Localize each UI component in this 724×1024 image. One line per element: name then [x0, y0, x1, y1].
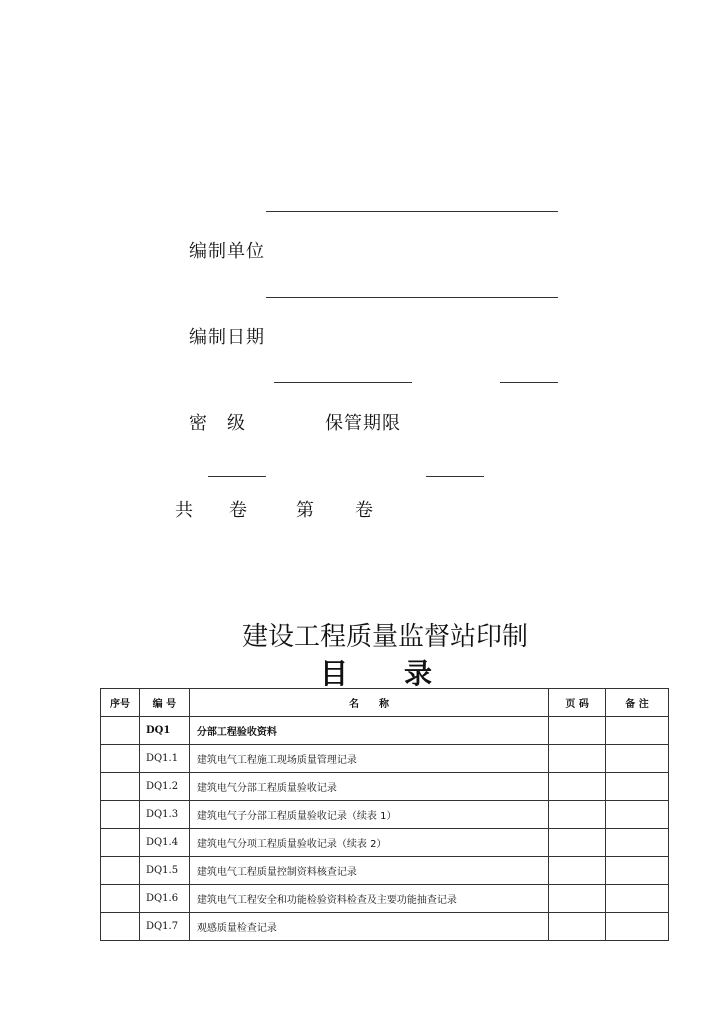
row-name: 建筑电气分项工程质量验收记录（续表 2） [189, 829, 548, 857]
volume-label-2: 卷 [355, 500, 374, 521]
row-code: DQ1.3 [139, 801, 189, 829]
row-name: 分部工程验收资料 [189, 717, 548, 745]
date-underline [266, 297, 558, 298]
row-index [101, 773, 140, 801]
row-page [549, 885, 606, 913]
row-page [549, 717, 606, 745]
row-remark [606, 829, 669, 857]
row-index [101, 857, 140, 885]
row-code: DQ1.2 [139, 773, 189, 801]
row-remark [606, 717, 669, 745]
total-underline [208, 476, 266, 477]
header-code: 编 号 [139, 689, 189, 717]
row-code: DQ1.4 [139, 829, 189, 857]
volume-label-1: 卷 [229, 500, 248, 521]
row-index [101, 885, 140, 913]
secrecy-label: 密 级 [189, 413, 246, 434]
table-row [101, 913, 669, 941]
table-row [101, 717, 669, 745]
row-name: 建筑电气分部工程质量验收记录 [189, 773, 548, 801]
row-remark [606, 773, 669, 801]
toc-table [100, 688, 669, 941]
row-name: 建筑电气工程施工现场质量管理记录 [189, 745, 548, 773]
row-name: 建筑电气子分部工程质量验收记录（续表 1） [189, 801, 548, 829]
header-name: 名 称 [189, 689, 548, 717]
header-index: 序号 [101, 689, 140, 717]
row-index [101, 745, 140, 773]
row-remark [606, 857, 669, 885]
row-remark [606, 801, 669, 829]
row-code: DQ1.1 [139, 745, 189, 773]
header-remark: 备 注 [606, 689, 669, 717]
total-label: 共 [175, 500, 194, 521]
toc-title: 目 录 [320, 657, 433, 690]
secrecy-underline [274, 382, 412, 383]
retention-underline [500, 382, 558, 383]
row-remark [606, 745, 669, 773]
row-remark [606, 885, 669, 913]
table-row [101, 745, 669, 773]
row-page [549, 857, 606, 885]
row-remark [606, 913, 669, 941]
header-page: 页 码 [549, 689, 606, 717]
row-code: DQ1.6 [139, 885, 189, 913]
retention-label: 保管期限 [325, 413, 401, 434]
table-row [101, 801, 669, 829]
date-label: 编制日期 [189, 327, 265, 348]
row-code: DQ1.5 [139, 857, 189, 885]
table-row [101, 829, 669, 857]
unit-underline [266, 211, 558, 212]
row-index [101, 801, 140, 829]
toc-header-row [101, 689, 669, 717]
table-row [101, 885, 669, 913]
row-name: 建筑电气工程安全和功能检验资料检查及主要功能抽查记录 [189, 885, 548, 913]
row-name: 观感质量检查记录 [189, 913, 548, 941]
table-row [101, 773, 669, 801]
row-index [101, 913, 140, 941]
row-name: 建筑电气工程质量控制资料核查记录 [189, 857, 548, 885]
number-label: 第 [296, 500, 315, 521]
row-index [101, 829, 140, 857]
row-page [549, 829, 606, 857]
row-page [549, 745, 606, 773]
row-index [101, 717, 140, 745]
unit-label: 编制单位 [189, 241, 265, 262]
row-code: DQ1 [139, 717, 189, 745]
row-page [549, 913, 606, 941]
table-row [101, 857, 669, 885]
row-page [549, 773, 606, 801]
row-code: DQ1.7 [139, 913, 189, 941]
publisher-title: 建设工程质量监督站印制 [241, 622, 528, 652]
row-page [549, 801, 606, 829]
number-underline [426, 476, 484, 477]
